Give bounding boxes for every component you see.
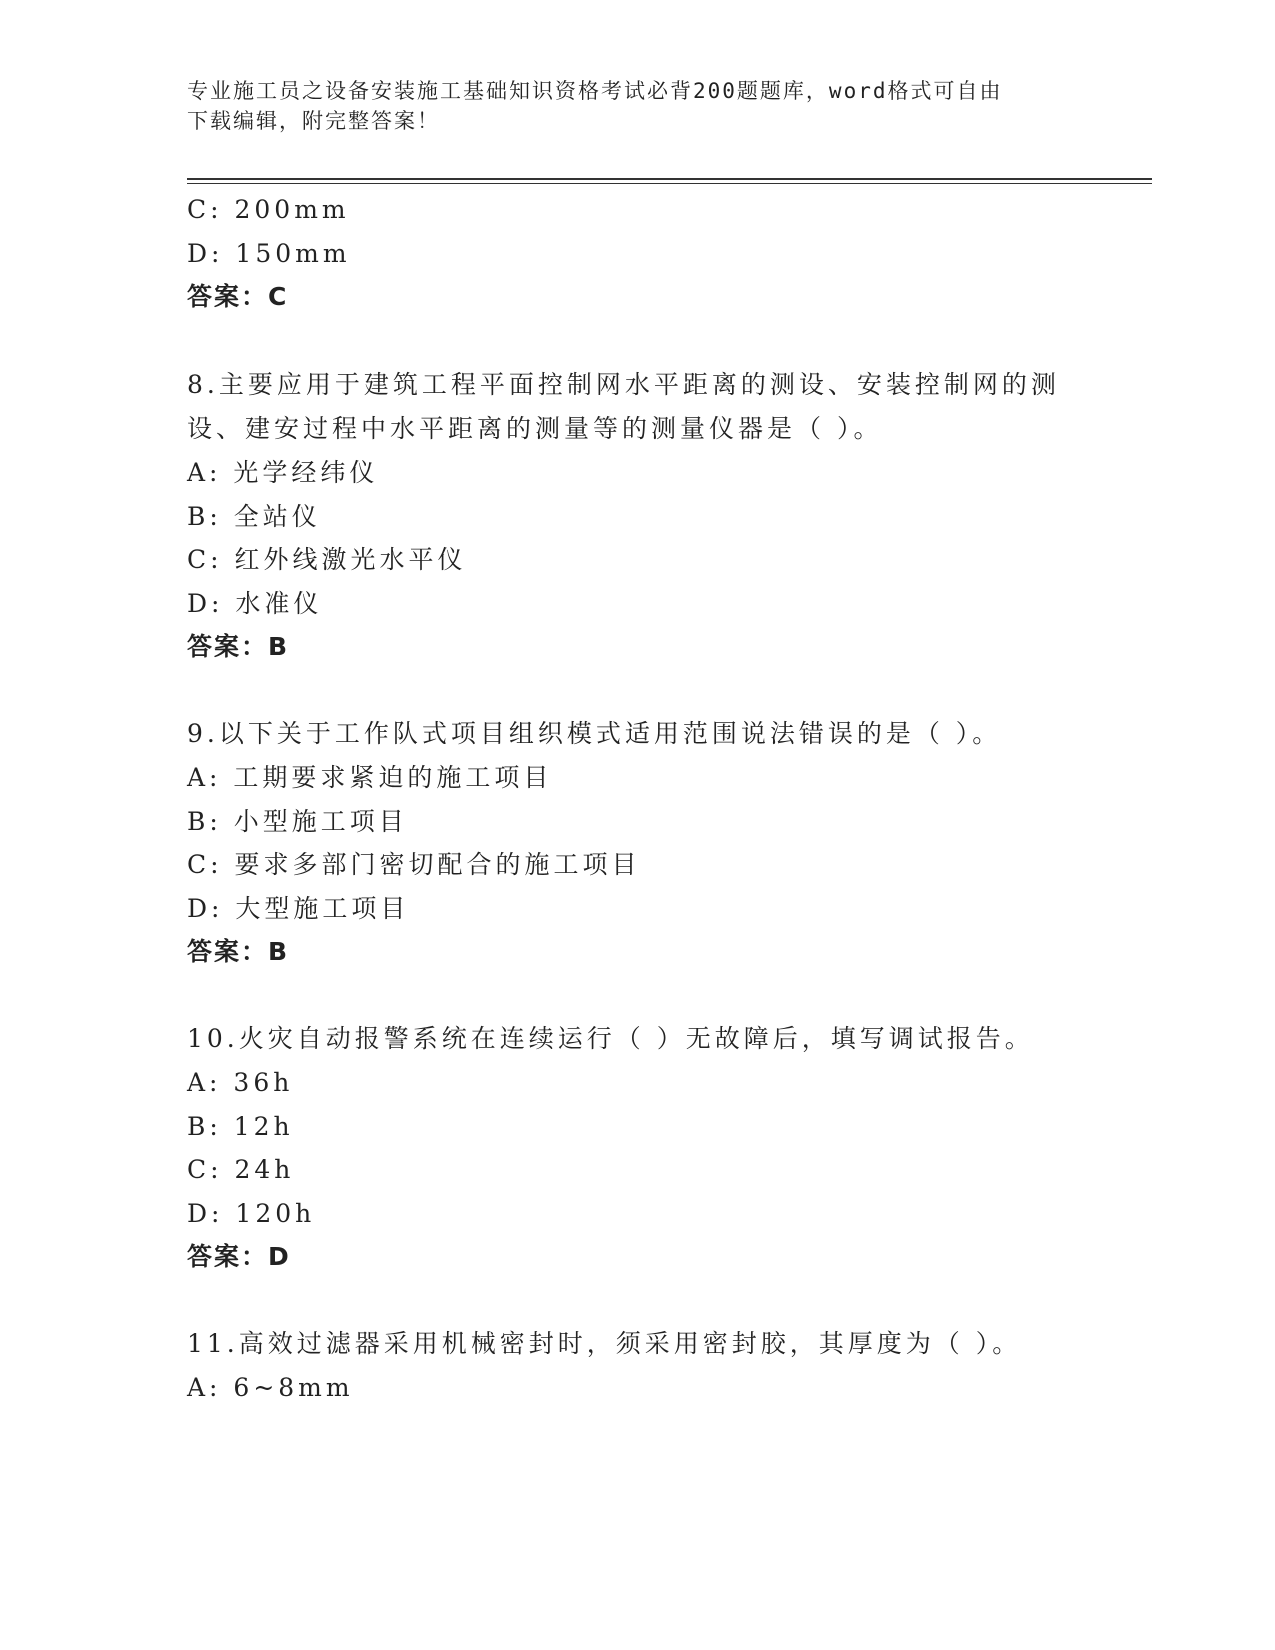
q8-stem-line-1: 8.主要应用于建筑工程平面控制网水平距离的测设、安装控制网的测	[187, 370, 1060, 399]
q7-option-c: C: 200mm	[187, 195, 350, 224]
q9-option-a: A: 工期要求紧迫的施工项目	[187, 763, 553, 792]
q8-option-c: C: 红外线激光水平仪	[187, 545, 467, 574]
q8-stem-line-2: 设、建安过程中水平距离的测量等的测量仪器是（ ）。	[187, 414, 883, 443]
q10-option-c: C: 24h	[187, 1155, 295, 1184]
q9-answer: 答案：B	[187, 937, 290, 966]
q10-option-b: B: 12h	[187, 1112, 294, 1141]
q10-answer: 答案：D	[187, 1242, 291, 1271]
document-title-line-1: 专业施工员之设备安装施工基础知识资格考试必背200题题库，word格式可自由	[187, 79, 1003, 103]
document-title-line-2: 下载编辑，附完整答案！	[187, 109, 440, 133]
header-divider-thick	[187, 178, 1152, 180]
q10-option-d: D: 120h	[187, 1199, 316, 1228]
q9-option-d: D: 大型施工项目	[187, 894, 410, 923]
q10-stem: 10.火灾自动报警系统在连续运行（ ）无故障后，填写调试报告。	[187, 1024, 1034, 1053]
q9-option-c: C: 要求多部门密切配合的施工项目	[187, 850, 641, 879]
q9-stem: 9.以下关于工作队式项目组织模式适用范围说法错误的是（ ）。	[187, 719, 1002, 748]
q8-option-a: A: 光学经纬仪	[187, 458, 379, 487]
q11-stem: 11.高效过滤器采用机械密封时，须采用密封胶，其厚度为（ ）。	[187, 1329, 1022, 1358]
q7-option-d: D: 150mm	[187, 239, 351, 268]
q8-option-b: B: 全站仪	[187, 502, 321, 531]
header-divider-thin	[187, 183, 1152, 184]
q7-answer: 答案：C	[187, 282, 289, 311]
q8-answer: 答案：B	[187, 632, 290, 661]
q10-option-a: A: 36h	[187, 1068, 294, 1097]
document-header	[187, 76, 1067, 136]
q11-option-a: A: 6~8mm	[187, 1373, 354, 1402]
q8-option-d: D: 水准仪	[187, 589, 323, 618]
q9-option-b: B: 小型施工项目	[187, 807, 408, 836]
